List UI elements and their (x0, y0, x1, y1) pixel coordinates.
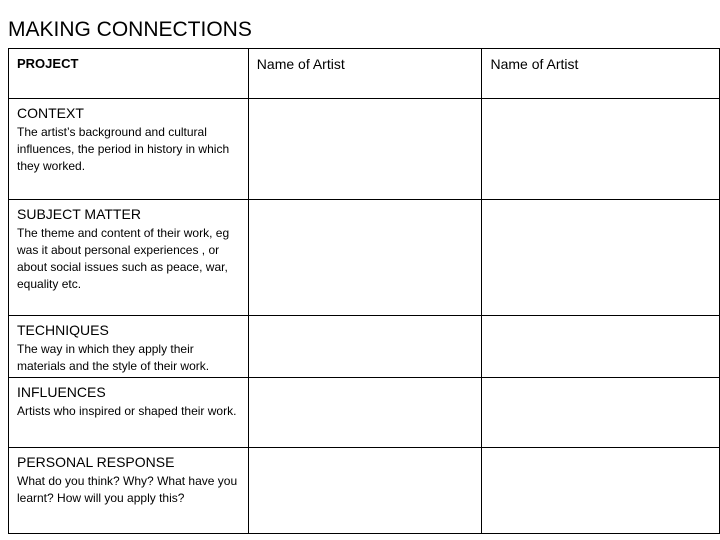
connections-table (8, 48, 720, 534)
artist-2-cell[interactable] (482, 316, 720, 378)
category-label: PERSONAL RESPONSE (17, 454, 175, 470)
row-label-personal-response (9, 448, 249, 534)
category-label: INFLUENCES (17, 384, 106, 400)
category-description: The theme and content of their work, eg was it about personal experiences , or about social issues such as peace, war, equality etc. (17, 226, 230, 291)
row-label-subject-matter (9, 200, 249, 316)
artist-2-header: Name of Artist (482, 49, 720, 99)
row-label-context (9, 99, 249, 200)
row-label-influences (9, 378, 249, 448)
category-description: The way in which they apply their materials and the style of their work. (17, 342, 210, 373)
category-description: What do you think? Why? What have you learnt? How will you apply this? (17, 474, 238, 505)
artist-2-cell[interactable] (482, 99, 720, 200)
artist-1-cell[interactable] (248, 316, 482, 378)
category-label: TECHNIQUES (17, 322, 109, 338)
category-label: CONTEXT (17, 105, 84, 121)
table-row-personal-response (9, 448, 720, 534)
table-row-context (9, 99, 720, 200)
artist-1-cell[interactable] (248, 448, 482, 534)
category-description: The artist’s background and cultural influences, the period in history in which they worked. (17, 125, 230, 173)
artist-2-cell[interactable] (482, 200, 720, 316)
project-header: PROJECT (9, 49, 249, 99)
row-label-techniques (9, 316, 249, 378)
artist-1-header: Name of Artist (248, 49, 482, 99)
table-row-techniques (9, 316, 720, 378)
artist-1-cell[interactable] (248, 99, 482, 200)
artist-2-cell[interactable] (482, 378, 720, 448)
artist-1-cell[interactable] (248, 378, 482, 448)
table-row-subject-matter (9, 200, 720, 316)
page-title: MAKING CONNECTIONS (8, 18, 252, 41)
header-row (9, 49, 720, 99)
category-label: SUBJECT MATTER (17, 206, 141, 222)
table-row-influences (9, 378, 720, 448)
artist-2-cell[interactable] (482, 448, 720, 534)
artist-1-cell[interactable] (248, 200, 482, 316)
category-description: Artists who inspired or shaped their work. (17, 404, 237, 418)
